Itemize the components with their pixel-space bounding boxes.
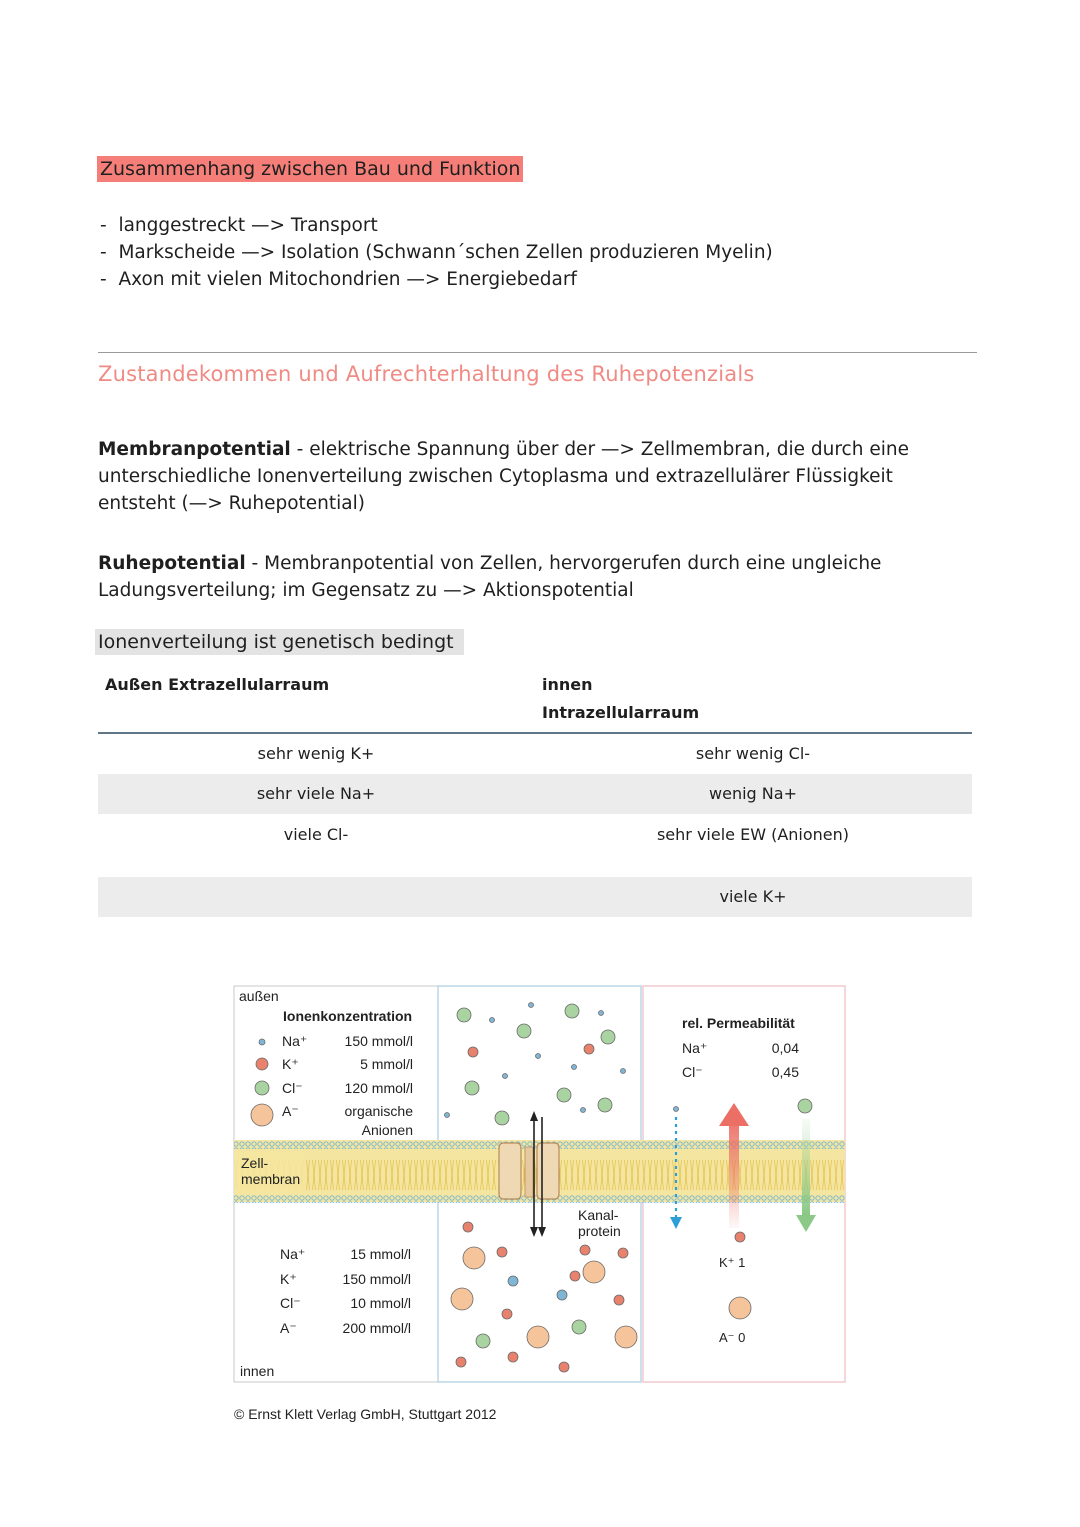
channel-protein — [499, 1111, 559, 1237]
table-row: sehr viele Na+ wenig Na+ — [98, 774, 972, 814]
definition-membranpotential: Membranpotential - elektrische Spannung über der —> Zellmembran, die durch eine unterschiedliche Ionenverteilung zwischen Cytoplasma und extrazellulärer Flüssigkeit entsteht (—> Ruhepotential) — [98, 439, 909, 514]
concentration-title: Ionenkonzentration — [283, 1008, 413, 1024]
table-row: viele Cl- sehr viele EW (Anionen) — [283, 825, 850, 844]
list-item: - Axon mit vielen Mitochondrien —> Energiebedarf — [100, 269, 577, 290]
table-row: viele K+ — [98, 877, 972, 917]
label-outside: außen — [239, 988, 279, 1004]
channel-label: Kanal- protein — [578, 1207, 621, 1239]
membrane-label: Zell- membran — [241, 1155, 301, 1187]
section-title-ruhepotenzial: Zustandekommen und Aufrechterhaltung des Ruhepotenzials — [98, 362, 755, 386]
table-row — [98, 855, 972, 877]
ions-inside — [451, 1222, 637, 1372]
list-item: - langgestreckt —> Transport — [100, 215, 378, 236]
anion-icon — [251, 1104, 273, 1126]
perm-k-label: K⁺ 1 — [719, 1255, 746, 1270]
list-item: - Markscheide —> Isolation (Schwann´schen Zellen produzieren Myelin) — [100, 242, 773, 263]
na-ion-icon — [259, 1039, 265, 1045]
table-header-inside: innen Intrazellularraum — [542, 675, 700, 722]
subheading-ionenverteilung: Ionenverteilung ist genetisch bedingt — [95, 631, 464, 653]
membrane-figure: außen Ionenkonzentration Na⁺ 150 mmol/l K⁺ 5 mmol/l Cl⁻ 120 mmol/l A⁻ organische Anionen Zell- membran Kanal- protein Na⁺ 15 mmol/l K⁺ 150 mmol/l Cl⁻ 10 mmol/l A⁻ 200 mmol/l innen rel. Permeabilität Na⁺ 0,04 Cl⁻ 0,45 K⁺ 1 A⁻ 0 — [233, 985, 847, 1385]
bullet-list — [100, 212, 773, 293]
k-ion-icon — [256, 1058, 268, 1070]
section-heading-bau-funktion: Zusammenhang zwischen Bau und Funktion — [97, 158, 523, 180]
divider — [98, 352, 977, 353]
cl-ion-icon — [255, 1081, 269, 1095]
label-inside: innen — [240, 1363, 275, 1379]
perm-a-label: A⁻ 0 — [719, 1330, 746, 1345]
definition-ruhepotential: Ruhepotential - Membranpotential von Zellen, hervorgerufen durch eine ungleiche Ladungsverteilung; im Gegensatz zu —> Aktionspotential — [98, 553, 882, 601]
anion-icon — [729, 1297, 751, 1319]
table-header-outside: Außen Extrazellularraum — [105, 675, 330, 694]
ions-outside — [445, 1003, 626, 1126]
copyright-credit: © Ernst Klett Verlag GmbH, Stuttgart 2012 — [234, 1406, 497, 1422]
table-row: sehr wenig K+ sehr wenig Cl- — [257, 744, 811, 763]
permeability-title: rel. Permeabilität — [682, 1015, 795, 1031]
